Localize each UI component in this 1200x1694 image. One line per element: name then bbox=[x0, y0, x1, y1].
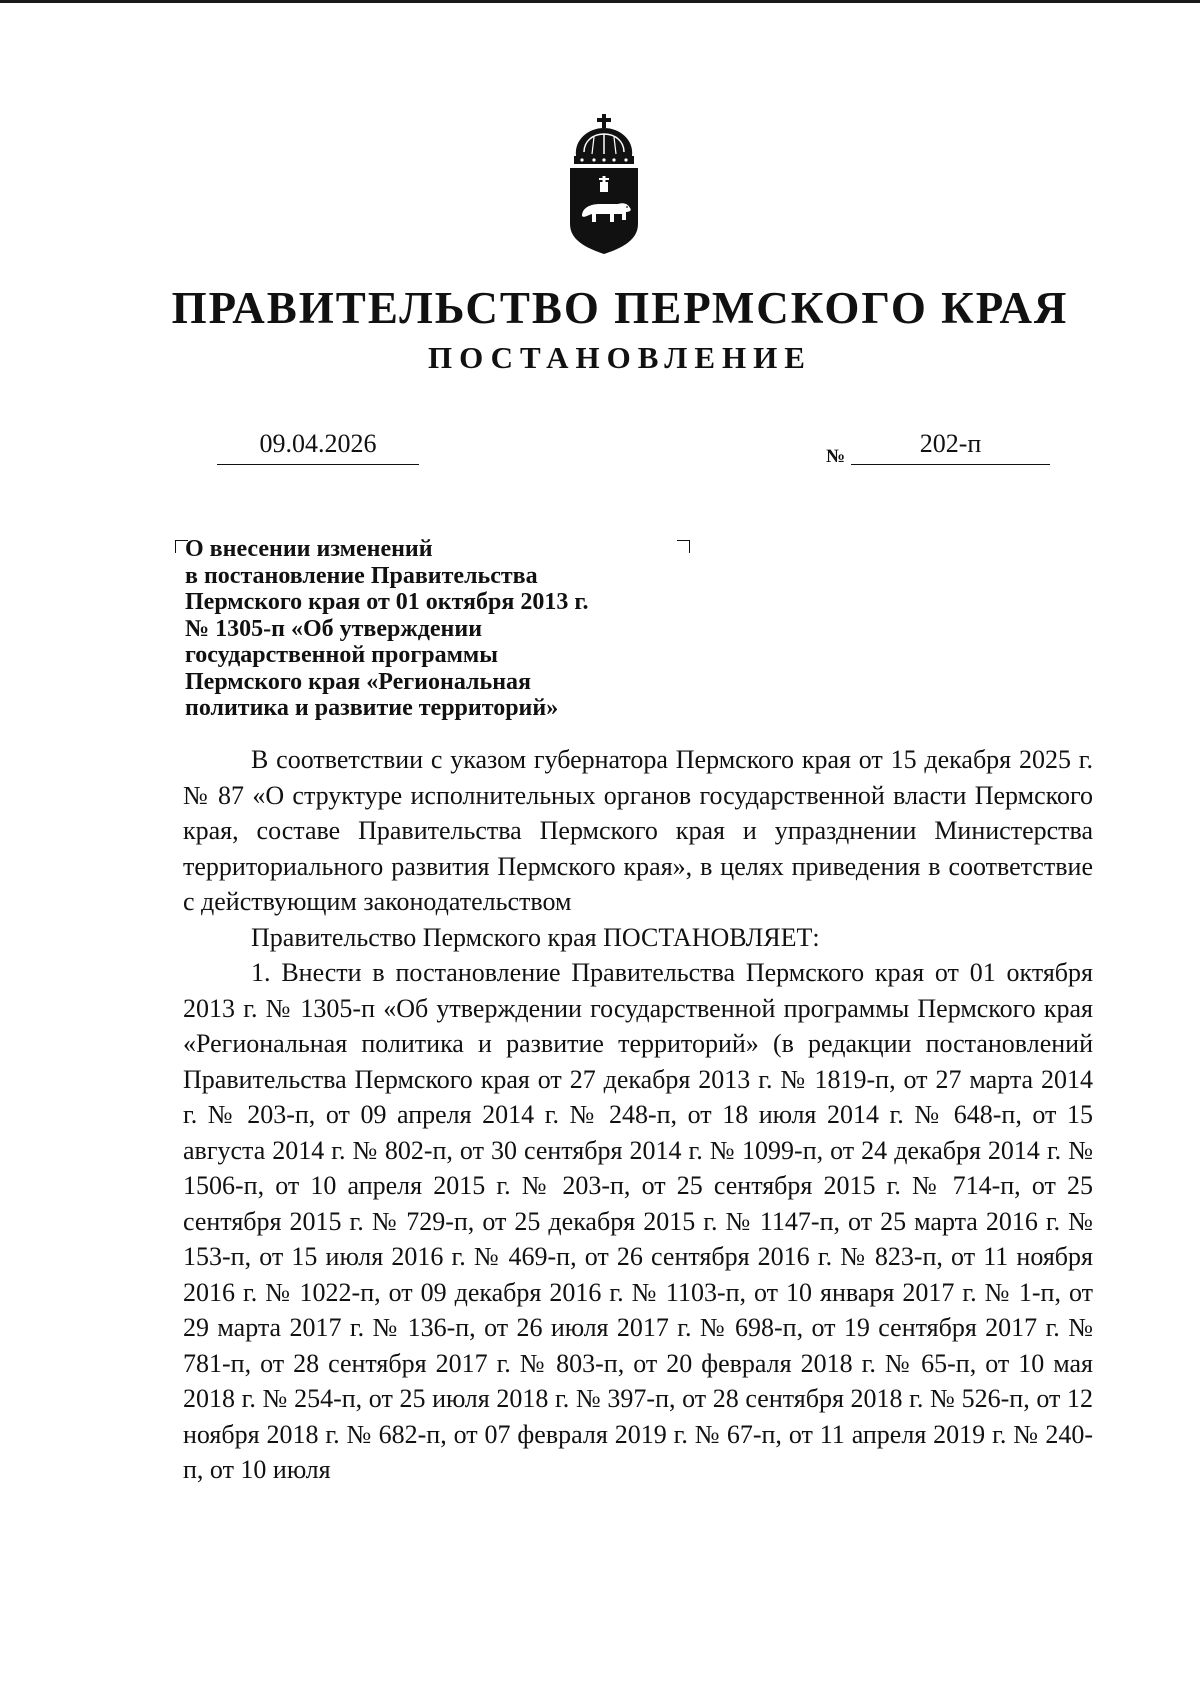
preamble-paragraph: В соответствии с указом губернатора Пермского края от 15 декабря 2025 г. № 87 «О структуре исполнительных органов государственной власти Пермского края, составе Правительства Пермского края и упразднении Министерства территориального развития Пермского края», в целях приведения в соответствие с действующим законодательством bbox=[183, 745, 1093, 916]
resolution-paragraph: Правительство Пермского края ПОСТАНОВЛЯЕТ: bbox=[251, 922, 820, 952]
government-title: ПРАВИТЕЛЬСТВО ПЕРМСКОГО КРАЯ bbox=[171, 283, 1069, 333]
item-1-paragraph: 1. Внести в постановление Правительства Пермского края от 01 октября 2013 г. № 1305-п «Об утверждении государственной программы Пермского края «Региональная политика и развитие территорий» (в редакции постановлений Правительства Пермского края от 27 декабря 2013 г. № 1819-п, от 27 марта 2014 г. № 203-п, от 09 апреля 2014 г. № 248-п, от 18 июля 2014 г. № 648-п, от 15 августа 2014 г. № 802-п, от 30 сентября 2014 г. № 1099-п, от 24 декабря 2014 г. № 1506-п, от 10 апреля 2015 г. № 203-п, от 25 сентября 2015 г. № 714-п, от 25 сентября 2015 г. № 729-п, от 25 декабря 2015 г. № 1147-п, от 25 марта 2016 г. № 153-п, от 15 июля 2016 г. № 469-п, от 26 сентября 2016 г. № 823-п, от 11 ноября 2016 г. № 1022-п, от 09 декабря 2016 г. № 1103-п, от 10 января 2017 г. № 1-п, от 29 марта 2017 г. № 136-п, от 26 июля 2017 г. № 698-п, от 19 сентября 2017 г. № 781-п, от 28 сентября 2017 г. № 803-п, от 20 февраля 2018 г. № 65-п, от 10 мая 2018 г. № 254-п, от 25 июля 2018 г. № 397-п, от 28 сентября 2018 г. № 526-п, от 12 ноября 2018 г. № 682-п, от 07 февраля 2019 г. № 67-п, от 11 апреля 2019 г. № 240-п, от 10 июля bbox=[183, 958, 1093, 1484]
document-number: 202-п bbox=[851, 424, 1050, 465]
document-date: 09.04.2026 bbox=[217, 424, 419, 465]
subject-line: государственной программы bbox=[185, 642, 499, 668]
coat-of-arms-icon bbox=[564, 112, 644, 262]
subject-line: О внесении изменений bbox=[185, 536, 433, 562]
subject-line: политика и развитие территорий» bbox=[185, 695, 559, 721]
subject-line: Пермского края «Региональная bbox=[185, 668, 532, 695]
document-subject bbox=[185, 536, 675, 722]
subject-line: № 1305-п «Об утверждении bbox=[185, 615, 483, 642]
subject-line: Пермского края от 01 октября 2013 г. bbox=[185, 589, 589, 615]
scan-top-edge bbox=[0, 0, 1200, 3]
subject-corner-mark-right bbox=[677, 540, 690, 553]
document-body bbox=[183, 742, 1093, 1488]
document-type: ПОСТАНОВЛЕНИЕ bbox=[428, 340, 812, 375]
number-sign: № bbox=[826, 446, 846, 467]
subject-line: в постановление Правительства bbox=[185, 562, 538, 589]
